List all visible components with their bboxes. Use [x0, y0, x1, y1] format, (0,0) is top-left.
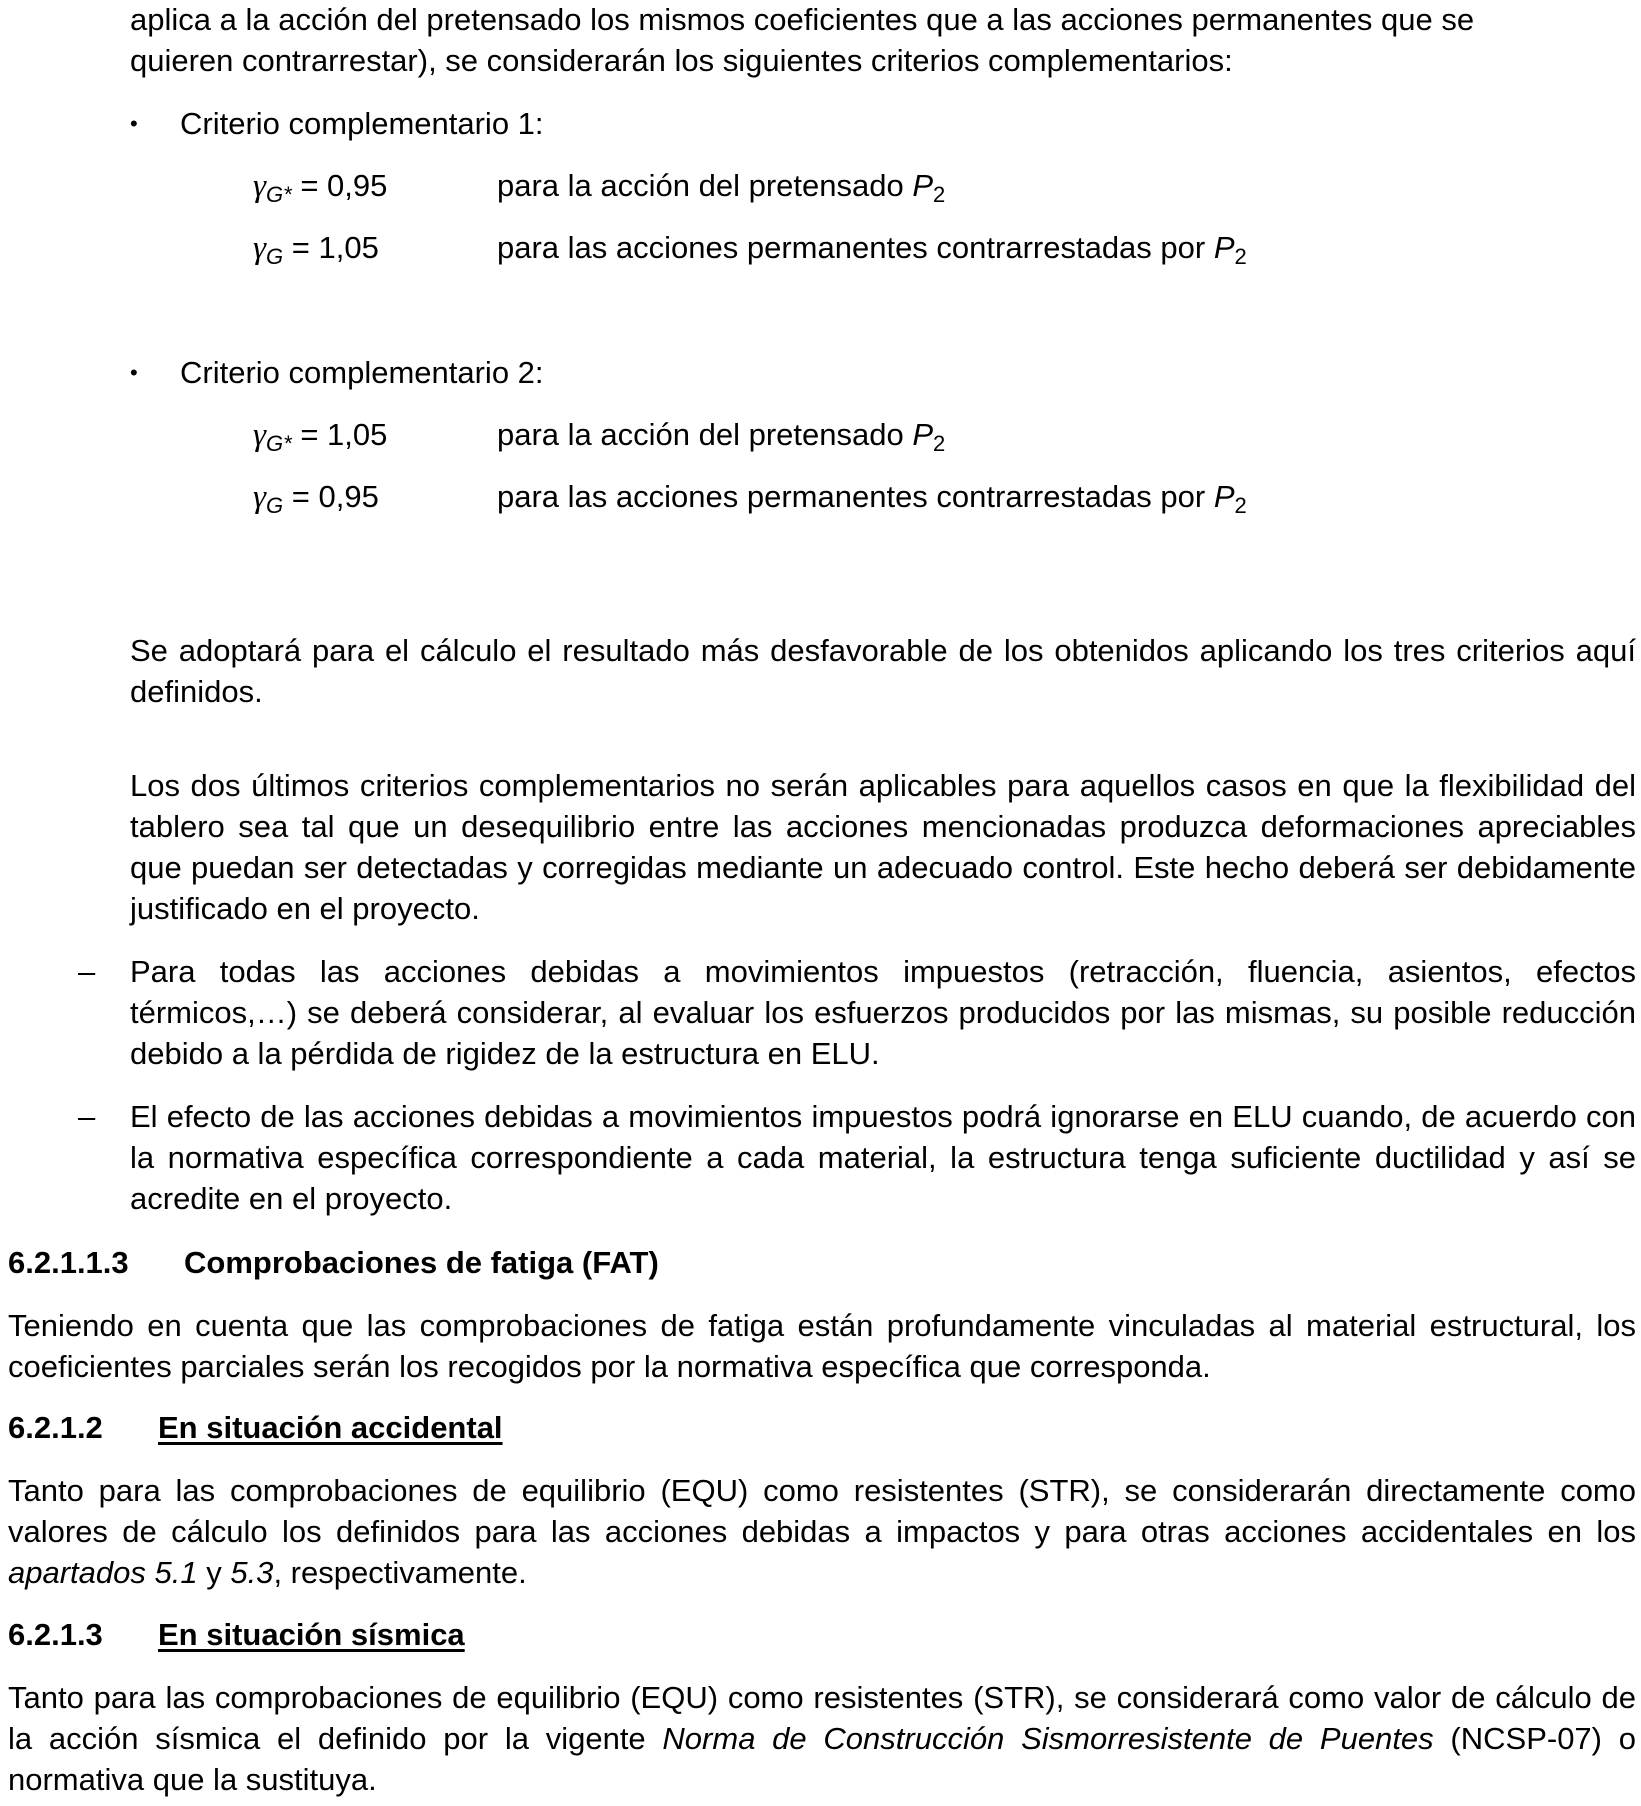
paragraph-fatiga: Teniendo en cuenta que las comprobaciones de fatiga están profundamente vinculadas al material estructural, los coeficientes parciales serán los recogidos por la normativa específica que corresponda.	[8, 1308, 1636, 1384]
bullet-criterio-1: •	[130, 111, 138, 136]
formula-gamma-g-1: $\gamma_G = 1,05$	[253, 230, 379, 269]
formula-gamma-g-star-1: $\gamma_{G*} = 0,95$	[253, 168, 388, 207]
criterio-2-title: Criterio complementario 2:	[180, 355, 544, 390]
intro-line-1: aplica a la acción del pretensado los mismos coeficientes que a las acciones permanentes que se	[130, 2, 1475, 37]
paragraph-dos-ultimos: Los dos últimos criterios complementarios no serán aplicables para aquellos casos en que la flexibilidad del tablero sea tal que un desequilibrio entre las acciones mencionadas produzca deformaciones apreciables que puedan ser detectadas y corregidas mediante un adecuado control. Este hecho deberá ser debidamente justificado en el proyecto.	[130, 768, 1636, 926]
formula-desc-2a: para la acción del pretensado $P_2$	[497, 417, 946, 456]
section-heading-sismica: 6.2.1.3 En situación sísmica	[8, 1617, 465, 1652]
dash-1-marker: –	[78, 954, 96, 989]
formula-desc-2b: para las acciones permanentes contrarrestadas por $P_2$	[497, 479, 1247, 518]
paragraph-adopt: Se adoptará para el cálculo el resultado más desfavorable de los obtenidos aplicando los tres criterios aquí definidos.	[130, 633, 1636, 709]
section-heading-fatiga: 6.2.1.1.3 Comprobaciones de fatiga (FAT)	[8, 1245, 659, 1280]
dash-item-2: El efecto de las acciones debidas a movimientos impuestos podrá ignorarse en ELU cuando, de acuerdo con la normativa específica correspondiente a cada material, la estructura tenga suficiente ductilidad y así se acredite en el proyecto.	[130, 1099, 1636, 1216]
formula-desc-1a: para la acción del pretensado $P_2$	[497, 168, 946, 207]
formula-gamma-g-2: $\gamma_G = 0,95$	[253, 479, 379, 518]
bullet-criterio-2: •	[130, 360, 138, 385]
dash-2-marker: –	[78, 1099, 96, 1134]
formula-desc-1b: para las acciones permanentes contrarrestadas por $P_2$	[497, 230, 1247, 269]
dash-item-1: Para todas las acciones debidas a movimientos impuestos (retracción, fluencia, asientos, efectos térmicos,…) se deberá considerar, al evaluar los esfuerzos producidos por las mismas, su posible reducción debido a la pérdida de rigidez de la estructura en ELU.	[130, 954, 1636, 1071]
criterio-1-title: Criterio complementario 1:	[180, 106, 544, 141]
section-heading-accidental: 6.2.1.2 En situación accidental	[8, 1410, 503, 1445]
paragraph-sismica: Tanto para las comprobaciones de equilibrio (EQU) como resistentes (STR), se considerará como valor de cálculo de la acción sísmica el definido por la vigente Norma de Construcción Sismorresistente de Puentes (NCSP-07) o normativa que la sustituya.	[8, 1680, 1636, 1797]
intro-line-2: quieren contrarrestar), se considerarán los siguientes criterios complementarios:	[130, 43, 1233, 78]
formula-gamma-g-star-2: $\gamma_{G*} = 1,05$	[253, 417, 388, 456]
paragraph-accidental: Tanto para las comprobaciones de equilibrio (EQU) como resistentes (STR), se considerarán directamente como valores de cálculo los definidos para las acciones debidas a impactos y para otras acciones accidentales en los apartados 5.1 y 5.3, respectivamente.	[8, 1473, 1636, 1590]
